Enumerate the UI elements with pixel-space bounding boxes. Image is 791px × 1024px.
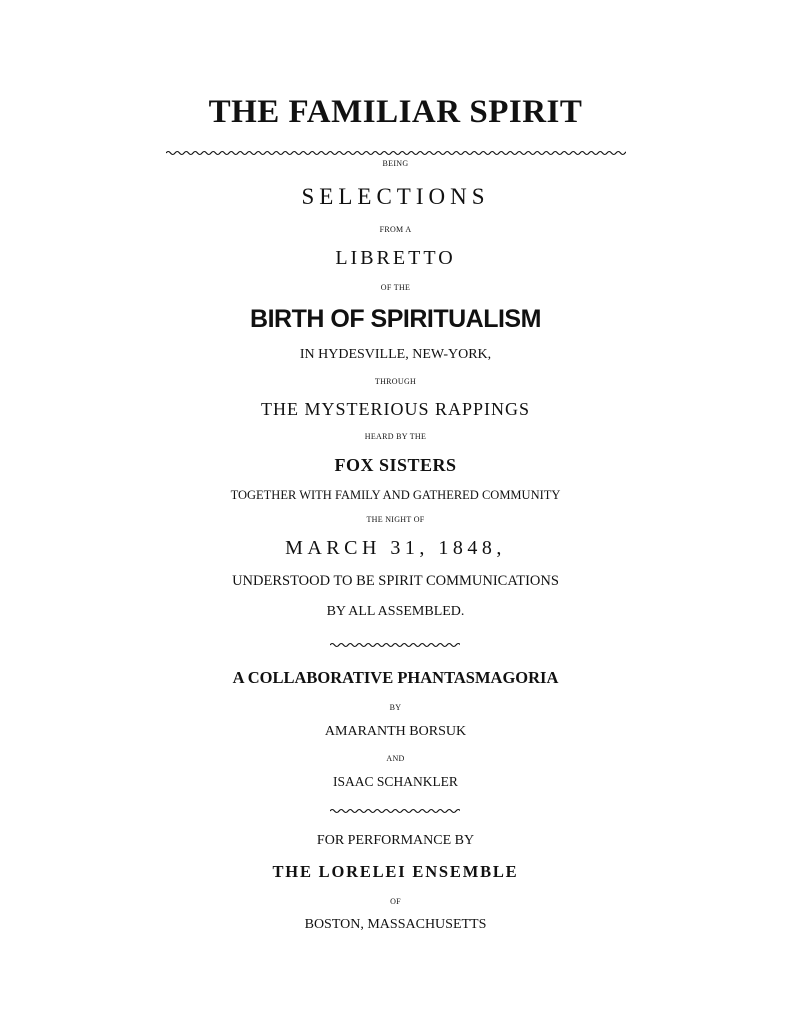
ensemble-heading: THE LORELEI ENSEMBLE [272,862,519,881]
rappings-heading: THE MYSTERIOUS RAPPINGS [260,399,531,419]
date-heading: MARCH 31, 1848, [285,537,506,559]
city-line: BOSTON, MASSACHUSETTS [304,917,487,932]
birth-heading: BIRTH OF SPIRITUALISM [250,305,541,333]
being-label: BEING [382,159,409,168]
fox-sisters-heading: FOX SISTERS [334,455,457,475]
from-a-label: FROM A [379,225,412,234]
wavy-rule-top-path [166,152,626,155]
understood-line: UNDERSTOOD TO BE SPIRIT COMMUNICATIONS [232,573,559,589]
by-label: BY [389,703,402,712]
wavy-rule-top [166,148,626,158]
author-2: ISAAC SCHANKLER [333,774,458,789]
wavy-rule-middle-path [330,644,460,647]
together-line: TOGETHER WITH FAMILY AND GATHERED COMMUNITY [230,488,561,502]
page-title: THE FAMILIAR SPIRIT [208,94,583,130]
the-night-of-label: THE NIGHT OF [366,515,425,524]
through-label: THROUGH [374,377,417,386]
selections-heading: SELECTIONS [301,184,490,209]
of-label: OF [390,897,401,906]
place-line: IN HYDESVILLE, NEW-YORK, [299,347,492,362]
for-performance-line: FOR PERFORMANCE BY [316,833,475,848]
wavy-rule-lower [330,806,460,816]
libretto-heading: LIBRETTO [335,247,456,269]
wavy-rule-lower-path [330,810,460,813]
and-label: AND [386,754,405,763]
collaborative-heading: A COLLABORATIVE PHANTASMAGORIA [232,668,559,687]
heard-by-the-label: HEARD BY THE [364,432,427,441]
of-the-label: OF THE [380,283,411,292]
assembled-line: BY ALL ASSEMBLED. [326,604,465,619]
author-1: AMARANTH BORSUK [324,724,467,739]
wavy-rule-middle [330,640,460,650]
